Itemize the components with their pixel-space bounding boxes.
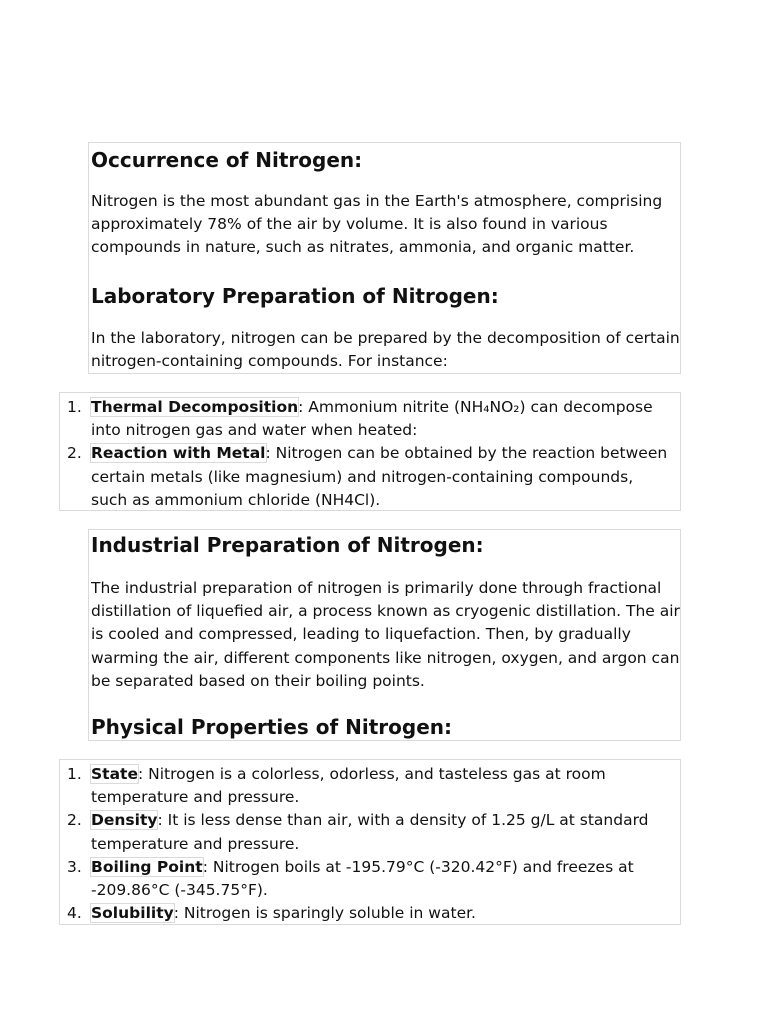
lab-methods-list	[60, 396, 680, 512]
industrial-and-physical-section	[88, 529, 681, 741]
lab-preparation-heading: Laboratory Preparation of Nitrogen:	[91, 284, 499, 308]
occurrence-paragraph: Nitrogen is the most abundant gas in the Earth's atmosphere, comprising approximately 78% of the air by volume. It is also found in various compounds in nature, such as nitrates, ammonia, and organic matter.	[91, 192, 663, 257]
list-item-term: Density	[91, 811, 158, 830]
list-item-term: Boiling Point	[91, 857, 203, 876]
list-item-term: Reaction with Metal	[91, 444, 266, 463]
list-item	[60, 442, 680, 512]
list-item	[60, 763, 680, 809]
list-item	[60, 809, 680, 855]
list-item-text: : Nitrogen boils at -195.79°C (-320.42°F) and freezes at -209.86°C (-345.75°F).	[91, 857, 634, 900]
list-item-text: : Nitrogen is a colorless, odorless, and tasteless gas at room temperature and pressure.	[91, 765, 606, 807]
lab-methods-list-block	[59, 392, 681, 511]
occurrence-heading: Occurrence of Nitrogen:	[91, 148, 363, 172]
lab-preparation-paragraph: In the laboratory, nitrogen can be prepared by the decomposition of certain nitrogen-containing compounds. For instance:	[91, 329, 680, 371]
physical-properties-list	[60, 763, 680, 925]
list-number: 1.	[67, 398, 82, 416]
occurrence-and-lab-section	[88, 142, 681, 374]
list-item-text: : It is less dense than air, with a density of 1.25 g/L at standard temperature and pressure.	[91, 811, 649, 853]
list-item	[60, 396, 680, 442]
list-item-text: : Nitrogen can be obtained by the reaction between certain metals (like magnesium) and nitrogen-containing compounds, such as ammonium chloride (NH4Cl).	[91, 444, 668, 509]
list-number: 2.	[67, 444, 82, 463]
list-item-term: Thermal Decomposition	[91, 398, 299, 416]
list-item-term: State	[91, 765, 138, 783]
list-number: 2.	[67, 811, 82, 830]
list-item	[60, 902, 680, 925]
list-number: 4.	[67, 904, 82, 923]
list-item-text: : Nitrogen is sparingly soluble in water.	[173, 904, 476, 923]
list-item-term: Solubility	[91, 904, 174, 923]
list-number: 3.	[67, 857, 82, 876]
physical-properties-heading: Physical Properties of Nitrogen:	[91, 715, 452, 739]
list-item-text: : Ammonium nitrite (NH₄NO₂) can decompose into nitrogen gas and water when heated:	[91, 398, 653, 440]
industrial-preparation-heading: Industrial Preparation of Nitrogen:	[91, 533, 484, 557]
physical-properties-list-block	[59, 759, 681, 925]
list-number: 1.	[67, 765, 82, 783]
industrial-preparation-paragraph: The industrial preparation of nitrogen is primarily done through fractional distillation of liquefied air, a process known as cryogenic distillation. The air is cooled and compressed, leading to liquefaction. Then, by gradually warming the air, different components like nitrogen, oxygen, and argon can be separated based on their boiling points.	[91, 579, 680, 690]
list-item	[60, 856, 680, 902]
